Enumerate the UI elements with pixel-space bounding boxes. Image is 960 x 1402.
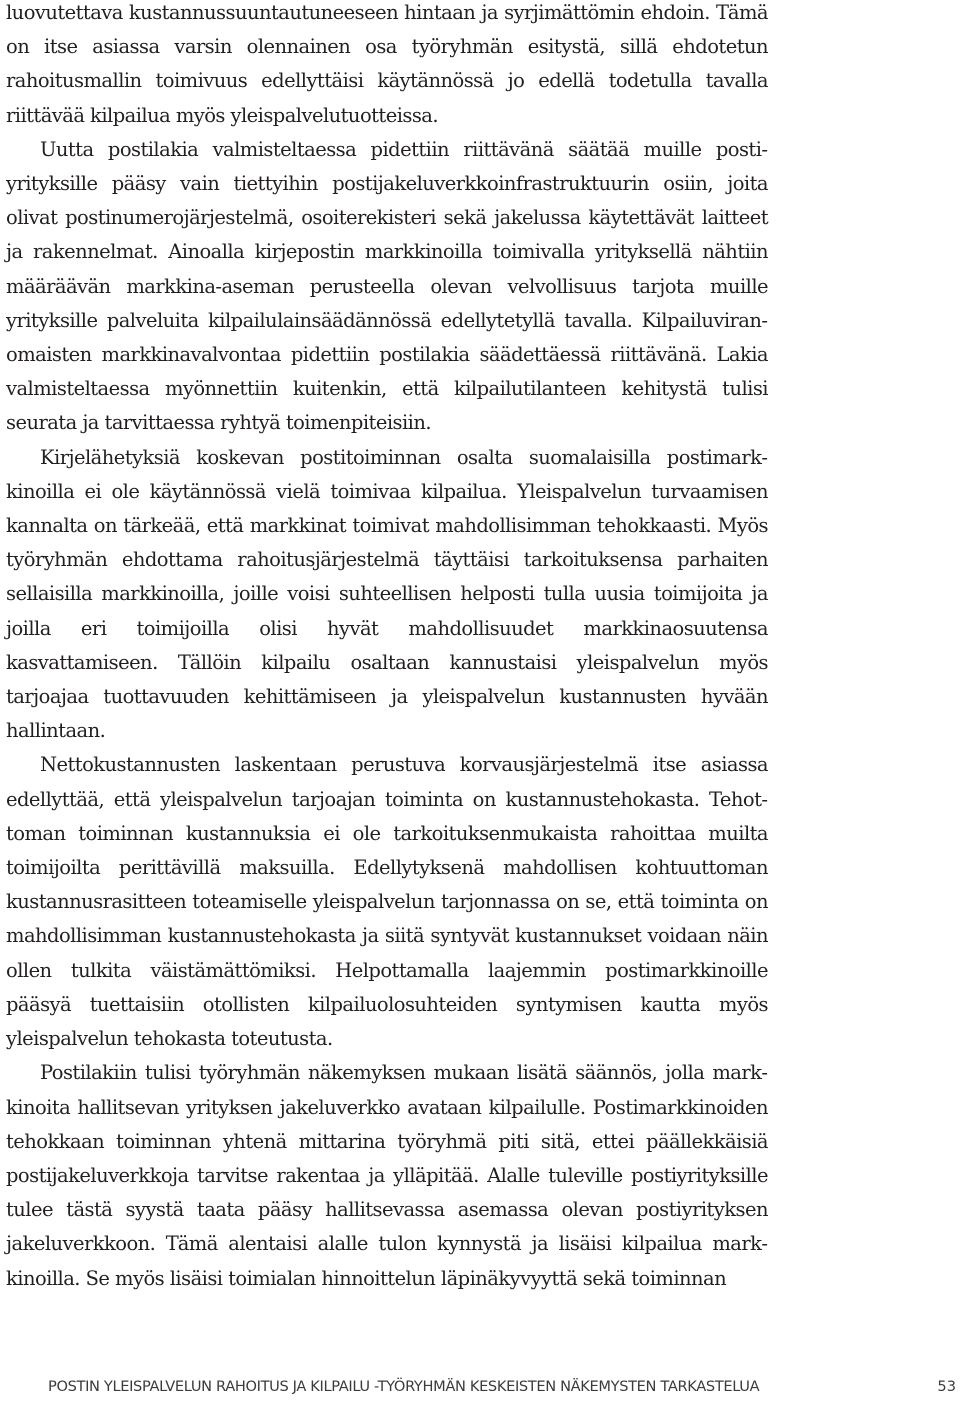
footer-page-number: 53 [937, 1378, 956, 1395]
page-footer [48, 1378, 956, 1402]
paragraph-3: Kirjelähetyksiä koskevan postitoiminnan osalta suomalaisilla postimarkkinoilla ei ole käytännössä vielä toimivaa kilpailua. Yleispalvelun turvaamisen kannalta on tärkeää, että markkinat toimivat mahdollisimman tehokkaasti. Myös työryhmän ehdottama rahoitusjärjestelmä täyttäisi tarkoituksensa parhaiten sellaisilla markkinoilla, joille voisi suhteellisen helposti tulla uusia toimijoita ja joilla eri toimijoilla olisi hyvät mahdollisuudet markkinaosuutensa kasvattamiseen. Tällöin kilpailu osaltaan kannustaisi yleispalvelun myös tarjoajaa tuottavuuden kehittämiseen ja yleispalvelun kustannusten hyvään hallintaan. [6, 445, 768, 743]
paragraph-1: luovutettava kustannussuuntautuneeseen hintaan ja syrjimättömin ehdoin. Tämä on itse asiassa varsin olennainen osa työryhmän esitystä, sillä ehdotetun rahoitusmallin toimivuus edellyttäisi käytännössä jo edellä todetulla tavalla riittävää kilpailua myös yleispalvelutuotteissa. [6, 1, 768, 127]
paragraph-2: Uutta postilakia valmisteltaessa pidettiin riittävänä säätää muille postiyrityksille pääsy vain tiettyihin postijakeluverkkoinfrastruktuurin osiin, joita olivat postinumerojärjestelmä, osoiterekisteri sekä jakelussa käytettävät laitteet ja rakennelmat. Ainoalla kirjepostin markkinoilla toimivalla yrityksellä nähtiin määräävän markkina-aseman perusteella olevan velvollisuus tarjota muille yrityksille palveluita kilpailulainsäädännössä edellytetyllä tavalla. Kilpailuviranomaisten markkinavalvontaa pidettiin postilakia säädettäessä riittävänä. Lakia valmisteltaessa myönnettiin kuitenkin, että kilpailutilanteen kehitystä tulisi seurata ja tarvittaessa ryhtyä toimenpiteisiin. [6, 137, 768, 435]
paragraph-5: Postilakiin tulisi työryhmän näkemyksen mukaan lisätä säännös, jolla markkinoita hallitsevan yrityksen jakeluverkko avataan kilpailulle. Postimarkkinoiden tehokkaan toiminnan yhtenä mittarina työryhmä piti sitä, ettei päällekkäisiä postijakeluverkkoja tarvitse rakentaa ja ylläpitää. Alalle tuleville postiyrityksille tulee tästä syystä taata pääsy hallitsevassa asemassa olevan postiyrityksen jakeluverkkoon. Tämä alentaisi alalle tulon kynnystä ja lisäisi kilpailua markkinoilla. Se myös lisäisi toimialan hinnoittelun läpinäkyvyyttä sekä toiminnan [6, 1061, 768, 1290]
footer-running-title: POSTIN YLEISPALVELUN RAHOITUS JA KILPAILU -TYÖRYHMÄN KESKEISTEN NÄKEMYSTEN TARKASTELUA [48, 1378, 760, 1395]
page-body [6, 0, 768, 1296]
paragraph-4: Nettokustannusten laskentaan perustuva korvausjärjestelmä itse asiassa edellyttää, että yleispalvelun tarjoajan toiminta on kustannustehokasta. Tehottoman toiminnan kustannuksia ei ole tarkoituksenmukaista rahoittaa muilta toimijoilta perittävillä maksuilla. Edellytyksenä mahdollisen kohtuuttoman kustannusrasitteen toteamiselle yleispalvelun tarjonnassa on se, että toiminta on mahdollisimman kustannustehokasta ja siitä syntyvät kustannukset voidaan näin ollen tulkita väistämättömiksi. Helpottamalla laajemmin postimarkkinoille pääsyä tuettaisiin otollisten kilpailuolosuhteiden syntymisen kautta myös yleispalvelun tehokasta toteutusta. [6, 753, 768, 1051]
